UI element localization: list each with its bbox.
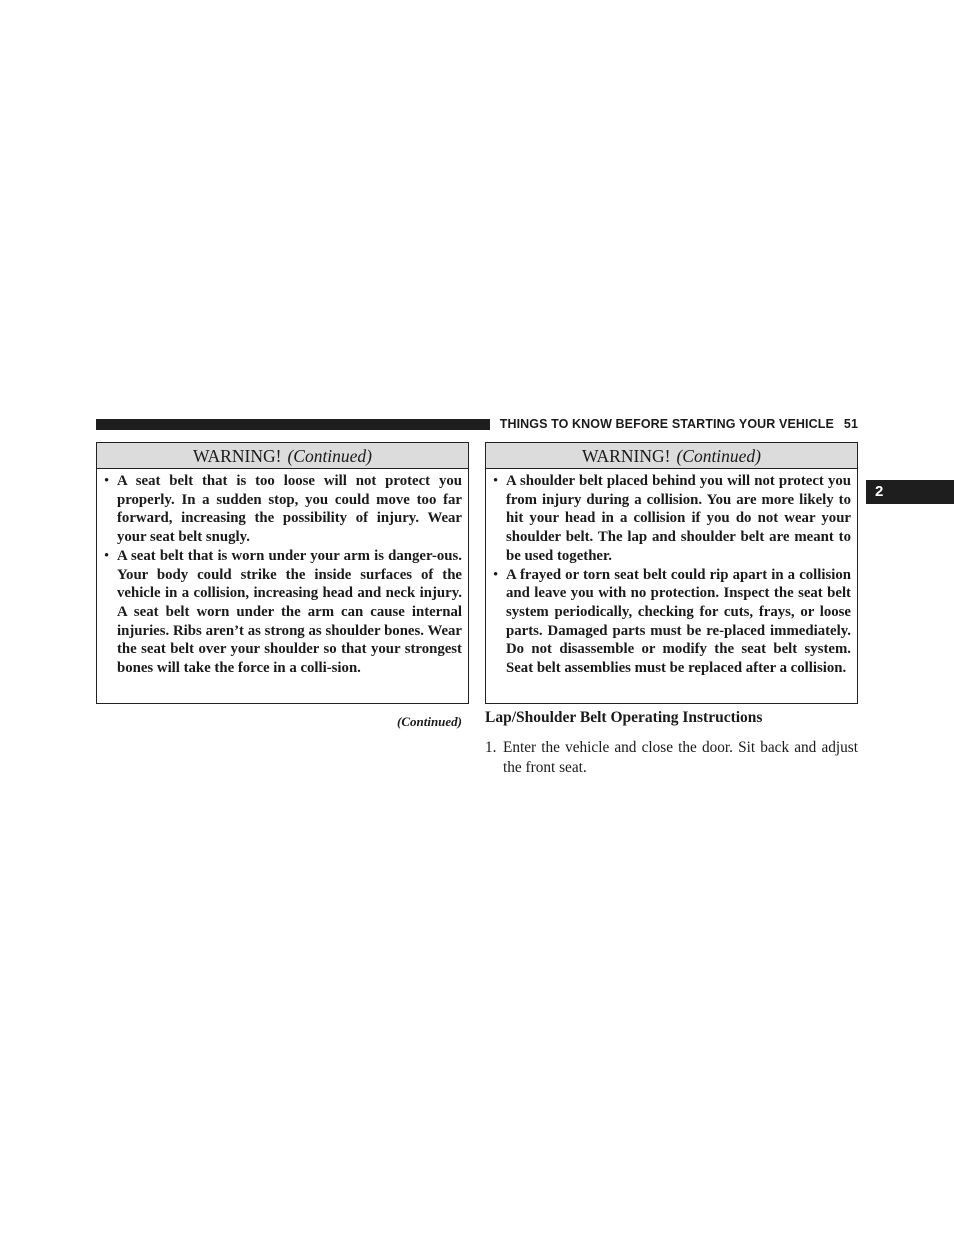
bullet-icon: • — [493, 566, 499, 583]
header-section-title: THINGS TO KNOW BEFORE STARTING YOUR VEHICLE — [499, 417, 834, 431]
warning-header — [97, 443, 468, 469]
warning-box-right — [485, 442, 858, 704]
warning-title: WARNING! — [192, 446, 282, 466]
step-number: 1. — [485, 739, 497, 756]
warning-header — [486, 443, 857, 469]
warning-item-text: A frayed or torn seat belt could rip apart in a collision and leave you with no protection. Inspect the seat belt system periodically, checking for cuts, frays, or loose parts. Damaged parts must be re-placed immediately. Do not disassemble or modify the seat belt system. Seat belt assemblies must be replaced after a collision. — [506, 566, 851, 677]
header-rule — [96, 419, 490, 430]
bullet-icon: • — [104, 547, 110, 564]
chapter-tab: 2 — [866, 480, 954, 504]
page-number: 51 — [843, 417, 858, 431]
bullet-icon: • — [104, 473, 110, 489]
warning-list — [97, 469, 468, 678]
warning-item-text: A seat belt that is worn under your arm is danger-ous. Your body could strike the inside surfaces of the vehicle in a collision, increasing head and neck injury. A seat belt worn under the arm can cause internal injuries. Ribs aren’t as strong as shoulder bones. Wear the seat belt over your shoulder so that your strongest bones will take the force in a colli-sion. — [117, 547, 462, 677]
continued-note: (Continued) — [396, 714, 462, 729]
warning-box-left — [96, 442, 469, 704]
running-header — [498, 417, 858, 431]
warning-item — [104, 547, 462, 678]
bullet-icon: • — [493, 473, 499, 489]
warning-item — [493, 472, 851, 566]
warning-item-text: A shoulder belt placed behind you will not protect you from injury during a collision. You are more likely to hit your head in a collision if you do not wear your shoulder belt. The lap and shoulder belt are meant to be used together. — [506, 473, 851, 564]
warning-continued: (Continued) — [287, 446, 373, 466]
warning-title: WARNING! — [581, 446, 671, 466]
step-text: Enter the vehicle and close the door. Sit back and adjust the front seat. — [503, 739, 858, 776]
instruction-step — [485, 738, 858, 777]
warning-list — [486, 469, 857, 678]
warning-continued: (Continued) — [676, 446, 762, 466]
warning-item — [104, 472, 462, 547]
section-heading: Lap/Shoulder Belt Operating Instructions — [485, 709, 763, 726]
warning-item-text: A seat belt that is too loose will not protect you properly. In a sudden stop, you could move too far forward, increasing the possibility of injury. Wear your seat belt snugly. — [117, 473, 462, 546]
warning-item — [493, 566, 851, 678]
instruction-steps — [485, 738, 858, 777]
